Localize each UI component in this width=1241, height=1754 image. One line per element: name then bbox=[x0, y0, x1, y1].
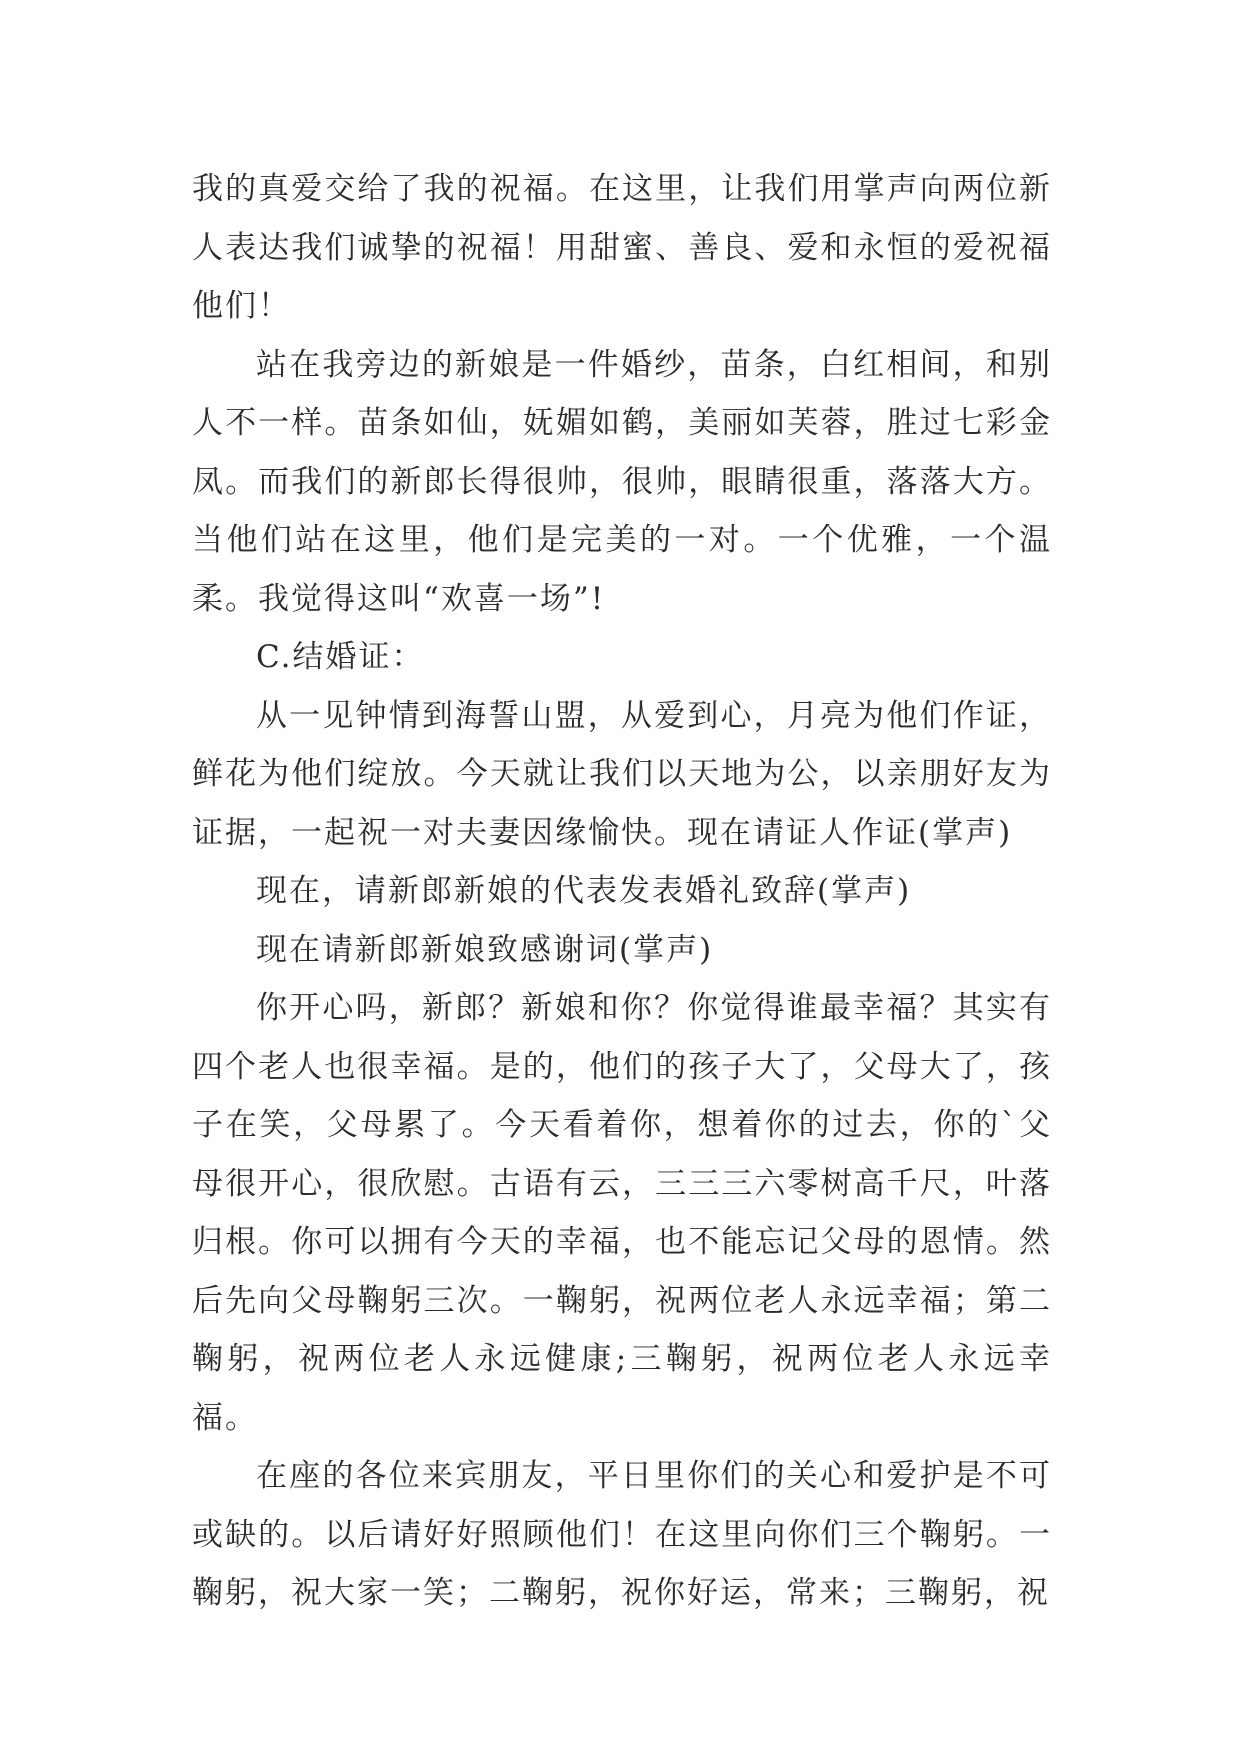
paragraph-representative-speech: 现在，请新郎新娘的代表发表婚礼致辞(掌声) bbox=[256, 873, 912, 909]
document-body bbox=[192, 160, 1052, 1623]
paragraph-witness: 从一见钟情到海誓山盟，从爱到心，月亮为他们作证，鲜花为他们绽放。今天就让我们以天地为公，以亲朋好友为证据，一起祝一对夫妻因缘愉快。现在请证人作证(掌声) bbox=[192, 697, 1052, 851]
paragraph-bow-to-parents: 你开心吗，新郎？新娘和你？你觉得谁最幸福？其实有四个老人也很幸福。是的，他们的孩子大了，父母大了，孩子在笑，父母累了。今天看着你，想着你的过去，你的`父母很开心，很欣慰。古语有云，三三三六零树高千尺，叶落归根。你可以拥有今天的幸福，也不能忘记父母的恩情。然后先向父母鞠躬三次。一鞠躬，祝两位老人永远幸福；第二鞠躬，祝两位老人永远健康;三鞠躬，祝两位老人永远幸福。 bbox=[192, 990, 1052, 1436]
paragraph-bow-to-guests: 在座的各位来宾朋友，平日里你们的关心和爱护是不可或缺的。以后请好好照顾他们！在这里向你们三个鞠躬。一鞠躬，祝大家一笑；二鞠躬，祝你好运，常来；三鞠躬，祝 bbox=[192, 1458, 1052, 1611]
paragraph-thanks-speech: 现在请新郎新娘致感谢词(掌声) bbox=[256, 931, 714, 968]
paragraph-blessing-continued: 我的真爱交给了我的祝福。在这里，让我们用掌声向两位新人表达我们诚挚的祝福！用甜蜜、善良、爱和永恒的爱祝福他们！ bbox=[192, 171, 1052, 324]
paragraph-bride-description: 站在我旁边的新娘是一件婚纱，苗条，白红相间，和别人不一样。苗条如仙，妩媚如鹤，美丽如芙蓉，胜过七彩金凤。而我们的新郎长得很帅，很帅，眼睛很重，落落大方。当他们站在这里，他们是完美的一对。一个优雅，一个温柔。我觉得这叫“欢喜一场”! bbox=[192, 346, 1052, 617]
section-heading-marriage-certificate: C.结婚证： bbox=[256, 639, 425, 675]
